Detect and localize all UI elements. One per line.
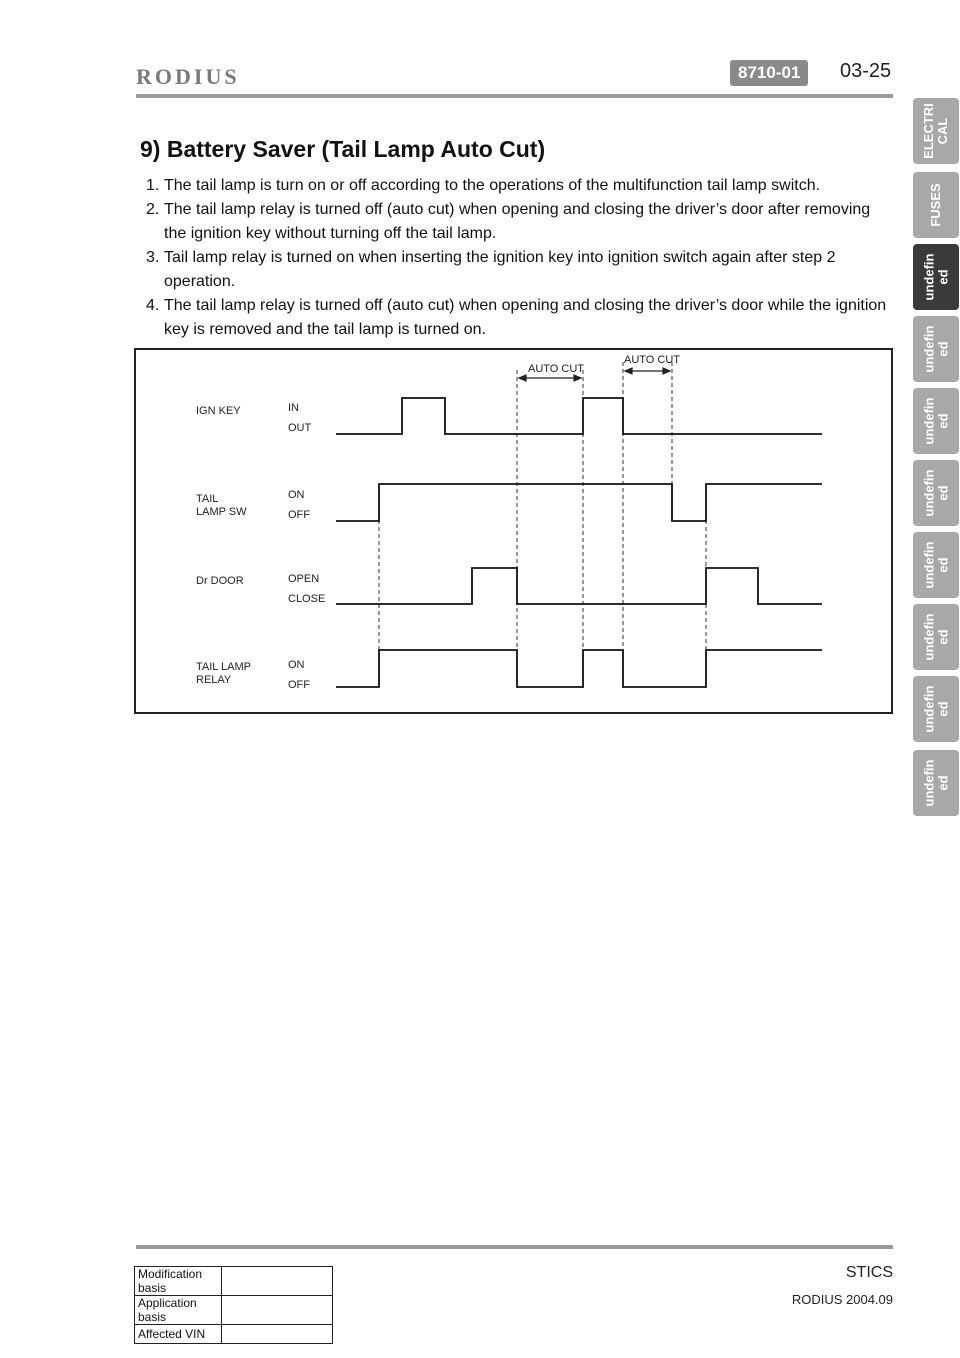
signal-label-tail-sw-1: TAIL (196, 493, 219, 505)
waveform-dr-door (336, 568, 822, 604)
timing-diagram-svg (136, 350, 891, 712)
waveform-ign-key (336, 398, 822, 434)
footer-model-date: RODIUS 2004.09 (791, 1292, 893, 1307)
table-cell-label: Modification basis (135, 1267, 222, 1296)
step-number: 2. (146, 201, 160, 218)
side-tab-undefined-2[interactable]: undefin ed (913, 316, 959, 382)
signal-label-door: Dr DOOR (196, 575, 244, 587)
step-item (146, 174, 896, 198)
step-text: The tail lamp relay is turned off (auto cut) when opening and closing the driver’s door while the ignition key is removed and the tail lamp is turned on. (164, 297, 887, 338)
timing-diagram (134, 348, 893, 714)
side-tab-fuses[interactable]: FUSES (913, 172, 959, 238)
brand-logo: RODIUS (136, 64, 240, 89)
signal-label-relay-2: RELAY (196, 674, 232, 686)
side-tab-undefined-1[interactable]: undefin ed (913, 244, 959, 310)
state-high-door: OPEN (288, 573, 320, 585)
side-tab-undefined-5[interactable]: undefin ed (913, 532, 959, 598)
arrow-head (574, 375, 581, 381)
state-high-ign: IN (288, 402, 299, 414)
auto-cut-label-2: AUTO CUT (624, 354, 681, 366)
step-item (146, 198, 896, 246)
footer-section: STICS (845, 1264, 893, 1281)
state-low-ign: OUT (288, 422, 312, 434)
step-number: 3. (146, 249, 160, 266)
page-code-badge: 8710-01 (730, 60, 808, 86)
header-divider (136, 94, 893, 98)
side-tab-electrical[interactable]: ELECTRI CAL (913, 98, 959, 164)
side-tab-undefined-7[interactable]: undefin ed (913, 676, 959, 742)
page-number: 03-25 (840, 60, 892, 82)
arrow-head (663, 368, 670, 374)
basis-table (134, 1266, 333, 1344)
table-cell-value (222, 1296, 333, 1325)
footer-divider (136, 1245, 893, 1249)
signal-label-relay-1: TAIL LAMP (196, 661, 252, 673)
table-cell-value (222, 1267, 333, 1296)
arrow-head (625, 368, 632, 374)
step-text: The tail lamp is turn on or off according to the operations of the multifunction tail lamp switch. (164, 177, 821, 194)
state-high-tail-sw: ON (288, 489, 305, 501)
steps-list (146, 174, 896, 342)
waveform-tail-lamp-sw (336, 484, 822, 521)
step-text: Tail lamp relay is turned on when inserting the ignition key into ignition switch again after step 2 operation. (164, 249, 836, 290)
signal-label-ign: IGN KEY (196, 405, 241, 417)
step-item (146, 294, 896, 342)
state-high-relay: ON (288, 659, 305, 671)
section-title: 9) Battery Saver (Tail Lamp Auto Cut) (140, 136, 546, 162)
state-low-relay: OFF (288, 679, 310, 691)
state-low-tail-sw: OFF (288, 509, 310, 521)
step-number: 4. (146, 297, 160, 314)
table-cell-value (222, 1325, 333, 1344)
table-row (135, 1267, 333, 1296)
step-text: The tail lamp relay is turned off (auto cut) when opening and closing the driver’s door after removing the ignition key without turning off the tail lamp. (164, 201, 871, 242)
arrow-head (519, 375, 526, 381)
side-tab-undefined-6[interactable]: undefin ed (913, 604, 959, 670)
table-cell-label: Affected VIN (135, 1325, 222, 1344)
waveform-tail-lamp-relay (336, 650, 822, 687)
table-row (135, 1296, 333, 1325)
step-number: 1. (146, 177, 160, 194)
signal-label-tail-sw-2: LAMP SW (196, 506, 247, 518)
auto-cut-label-1: AUTO CUT (528, 363, 585, 375)
side-tab-undefined-8[interactable]: undefin ed (913, 750, 959, 816)
state-low-door: CLOSE (288, 593, 326, 605)
table-cell-label: Application basis (135, 1296, 222, 1325)
side-tab-undefined-3[interactable]: undefin ed (913, 388, 959, 454)
side-tab-undefined-4[interactable]: undefin ed (913, 460, 959, 526)
step-item (146, 246, 896, 294)
table-row (135, 1325, 333, 1344)
